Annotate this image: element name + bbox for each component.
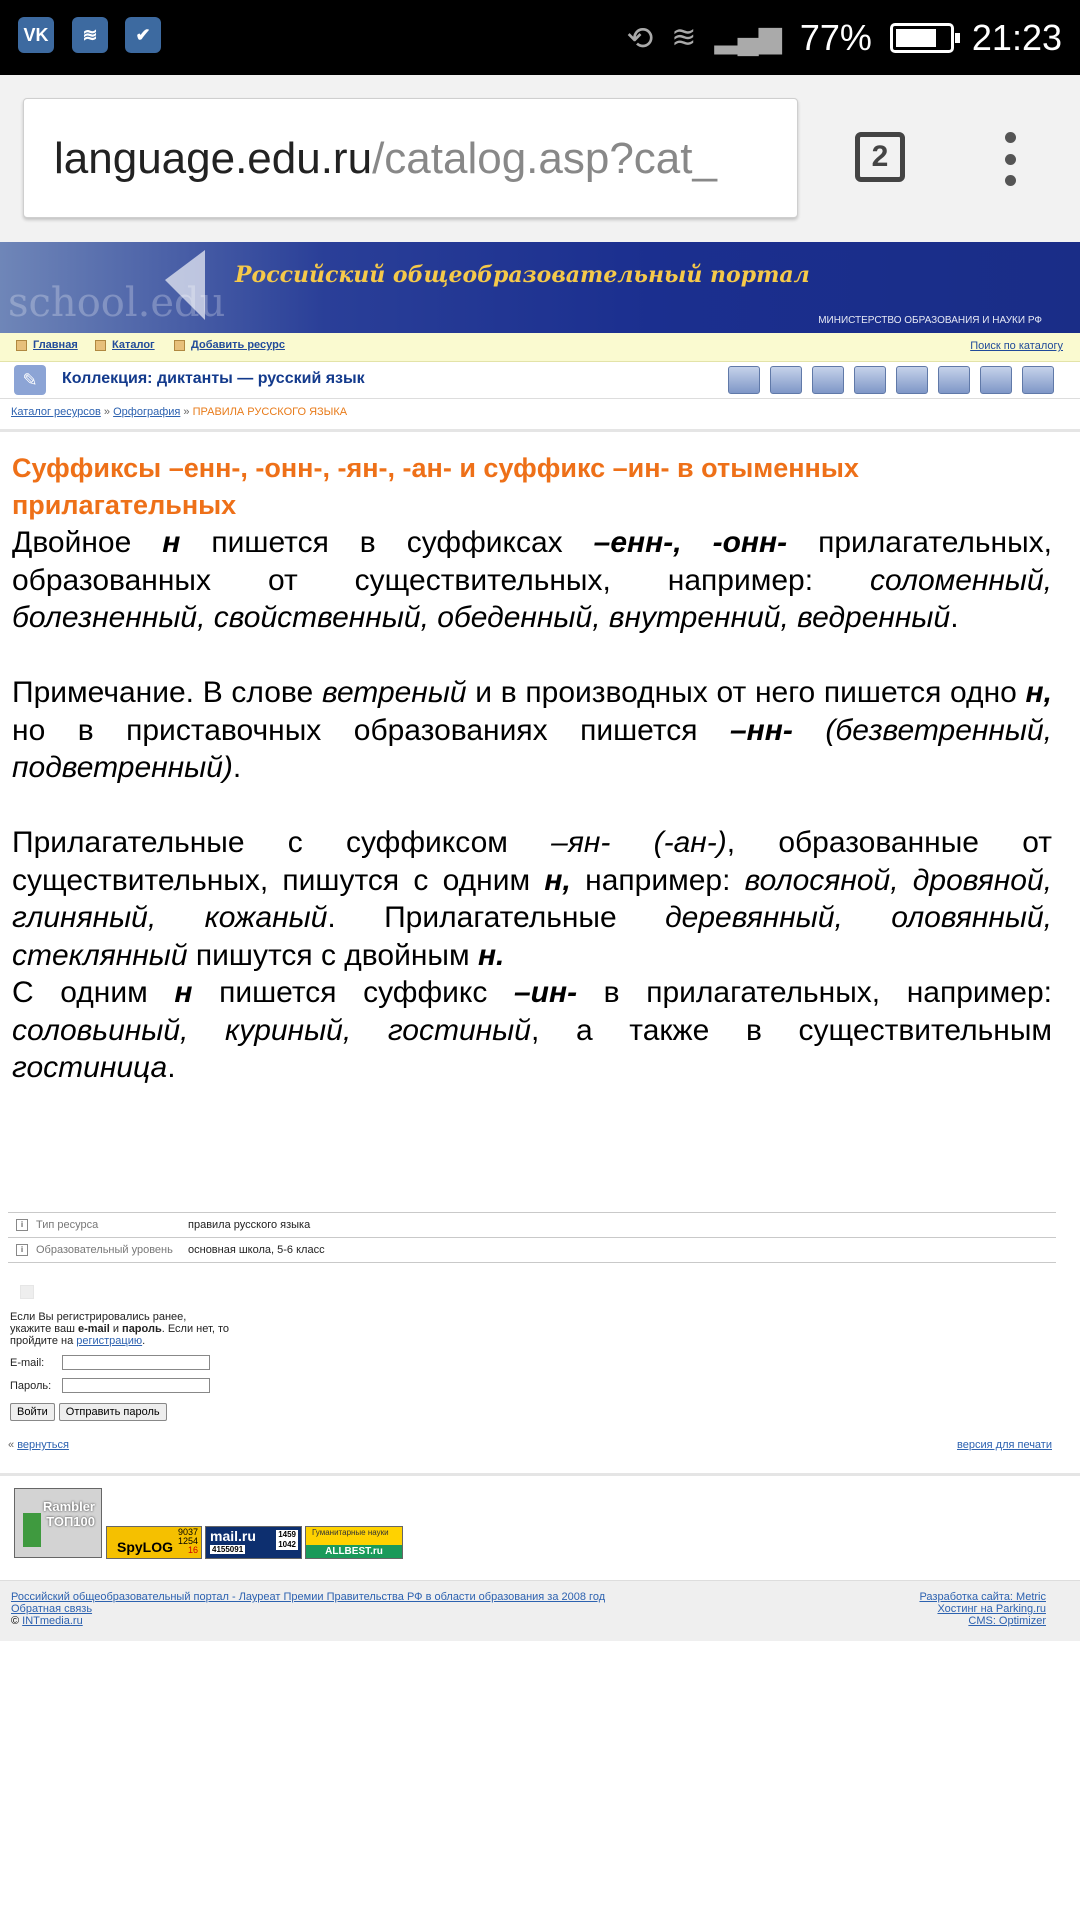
nav-catalog-link[interactable]: Каталог <box>112 339 155 351</box>
rambler-logo-icon <box>23 1513 41 1547</box>
tool-icon-4[interactable] <box>854 366 886 394</box>
info-icon[interactable]: i <box>16 1219 28 1231</box>
url-bar[interactable] <box>23 98 798 218</box>
paragraph-3: Прилагательные с суффиксом –ян- (-ан-), образованные от существительных, пишутся с одним н, например: волосяной, дровяной, глиняный, кожаный. Прилагательные деревянный, оловянный, стеклянный пишутся с двойным н. <box>12 826 1052 972</box>
nav-item-add-resource[interactable] <box>174 339 285 351</box>
article-title: Суффиксы –енн-, -онн-, -ян-, -ан- и суффикс –ин- в отыменных прилагательных <box>12 453 859 520</box>
meta-row-level <box>8 1237 1056 1263</box>
nav-add-resource-link[interactable]: Добавить ресурс <box>191 339 285 351</box>
mailru-counter[interactable]: mail.ru 4155091 1459 1042 <box>205 1526 302 1559</box>
paragraph-1: Двойное н пишется в суффиксах –енн-, -онн- прилагательных, образованных от существительных, например: соломенный, болезненный, свойственный, обеденный, внутренний, ведренный. <box>12 526 1052 634</box>
tool-icon-8[interactable] <box>1022 366 1054 394</box>
nav-item-catalog[interactable] <box>95 339 155 351</box>
print-link-container <box>957 1439 1052 1451</box>
footer-feedback-link[interactable]: Обратная связь <box>11 1603 93 1615</box>
overflow-menu-icon[interactable] <box>1000 132 1020 186</box>
browser-toolbar <box>0 75 1080 242</box>
divider <box>0 1473 1080 1476</box>
tool-icon-5[interactable] <box>896 366 928 394</box>
footer-metric-link[interactable]: Разработка сайта: Metric <box>919 1591 1046 1603</box>
spylog-counter[interactable]: 9037 1254 16 SpyLOG <box>106 1526 202 1559</box>
allbest-counter[interactable]: Гуманитарные науки ALLBEST.ru <box>305 1526 403 1559</box>
app-notification-icon: ≋ <box>72 17 108 53</box>
wifi-icon: ≋ <box>671 21 697 54</box>
breadcrumb-separator: » <box>103 406 111 418</box>
add-resource-icon <box>174 340 185 351</box>
collection-toolbar <box>728 366 1054 394</box>
vk-app-icon: VK <box>18 17 54 53</box>
nav-item-home[interactable] <box>16 339 78 351</box>
footer <box>0 1580 1080 1641</box>
paragraph-2: Примечание. В слове ветреный и в производных от него пишется одно н, но в приставочных образованиях пишется –нн- (безветренный, подветренный). <box>12 676 1052 784</box>
breadcrumb-catalog[interactable]: Каталог ресурсов <box>11 406 101 418</box>
breadcrumb <box>11 406 347 418</box>
footer-parking-link[interactable]: Хостинг на Parking.ru <box>937 1603 1046 1615</box>
divider <box>0 429 1080 432</box>
clock: 21:23 <box>971 16 1062 58</box>
catalog-icon <box>95 340 106 351</box>
status-bar <box>0 0 1080 75</box>
login-checkbox[interactable] <box>20 1285 34 1299</box>
tool-icon-2[interactable] <box>770 366 802 394</box>
rambler-counter[interactable]: Rambler ТОП100 <box>14 1488 102 1558</box>
paragraph-4: С одним н пишется суффикс –ин- в прилагательных, например: соловьиный, куриный, гостиный, а также в существительным гостиница. <box>12 976 1053 1084</box>
home-icon <box>16 340 27 351</box>
login-button[interactable]: Войти <box>10 1403 55 1421</box>
tool-icon-3[interactable] <box>812 366 844 394</box>
breadcrumb-separator: » <box>183 406 190 418</box>
url-host: language.edu.ru <box>54 134 373 183</box>
meta-value: правила русского языка <box>188 1219 311 1231</box>
back-link-container: « вернуться <box>8 1439 69 1451</box>
site-banner[interactable] <box>0 242 1080 333</box>
breadcrumb-current: ПРАВИЛА РУССКОГО ЯЗЫКА <box>192 406 348 418</box>
email-field[interactable] <box>62 1355 210 1370</box>
catalog-search-link[interactable]: Поиск по каталогу <box>970 340 1063 352</box>
info-icon[interactable]: i <box>16 1244 28 1256</box>
meta-label: Образовательный уровень <box>36 1244 173 1256</box>
signal-icon: ▂▄▆ <box>714 21 782 54</box>
password-label: Пароль: <box>10 1379 52 1392</box>
top-nav <box>0 333 1080 362</box>
rotate-icon: ⟲ <box>626 19 654 56</box>
meta-row-type <box>8 1212 1056 1237</box>
login-form <box>10 1285 230 1421</box>
url-path: /catalog.asp?cat_ <box>372 134 717 183</box>
resource-meta-table <box>8 1212 1056 1263</box>
collection-title: Коллекция: диктанты — русский язык <box>62 370 365 387</box>
send-password-button[interactable]: Отправить пароль <box>59 1403 167 1421</box>
collection-icon: ✎ <box>14 365 46 395</box>
footer-cms-link[interactable]: CMS: Optimizer <box>968 1615 1046 1627</box>
battery-icon <box>890 23 954 53</box>
meta-value: основная школа, 5-6 класс <box>188 1244 325 1256</box>
footer-copyright: © INTmedia.ru <box>11 1615 83 1627</box>
tool-icon-7[interactable] <box>980 366 1012 394</box>
print-version-link[interactable]: версия для печати <box>957 1439 1052 1451</box>
footer-portal-link[interactable]: Российский общеобразовательный портал - Лауреат Премии Правительства РФ в области образования за 2008 год <box>11 1591 606 1603</box>
security-app-icon: ✔ <box>125 17 161 53</box>
nav-home-link[interactable]: Главная <box>33 339 78 351</box>
tool-icon-6[interactable] <box>938 366 970 394</box>
breadcrumb-orthography[interactable]: Орфография <box>113 406 181 418</box>
login-help-text: Если Вы регистрировались ранее, укажите ваш e-mail и пароль. Если нет, то пройдите на регистрацию. <box>10 1311 229 1347</box>
email-label: E-mail: <box>10 1356 45 1369</box>
banner-watermark: school.edu <box>8 280 226 326</box>
battery-percent: 77% <box>799 16 872 58</box>
meta-label: Тип ресурса <box>36 1219 99 1231</box>
banner-title: Российский общеобразовательный портал <box>235 262 810 288</box>
footer-intmedia-link[interactable]: INTmedia.ru <box>22 1615 83 1627</box>
banner-subtitle: МИНИСТЕРСТВО ОБРАЗОВАНИЯ И НАУКИ РФ <box>818 315 1042 326</box>
paper-plane-icon <box>95 250 205 320</box>
back-link[interactable]: вернуться <box>17 1439 69 1451</box>
article <box>12 450 1052 1087</box>
register-link[interactable]: регистрацию <box>76 1335 143 1347</box>
password-field[interactable] <box>62 1378 210 1393</box>
collection-bar <box>0 362 1080 399</box>
tab-switcher-button[interactable]: 2 <box>855 132 905 182</box>
tool-icon-1[interactable] <box>728 366 760 394</box>
